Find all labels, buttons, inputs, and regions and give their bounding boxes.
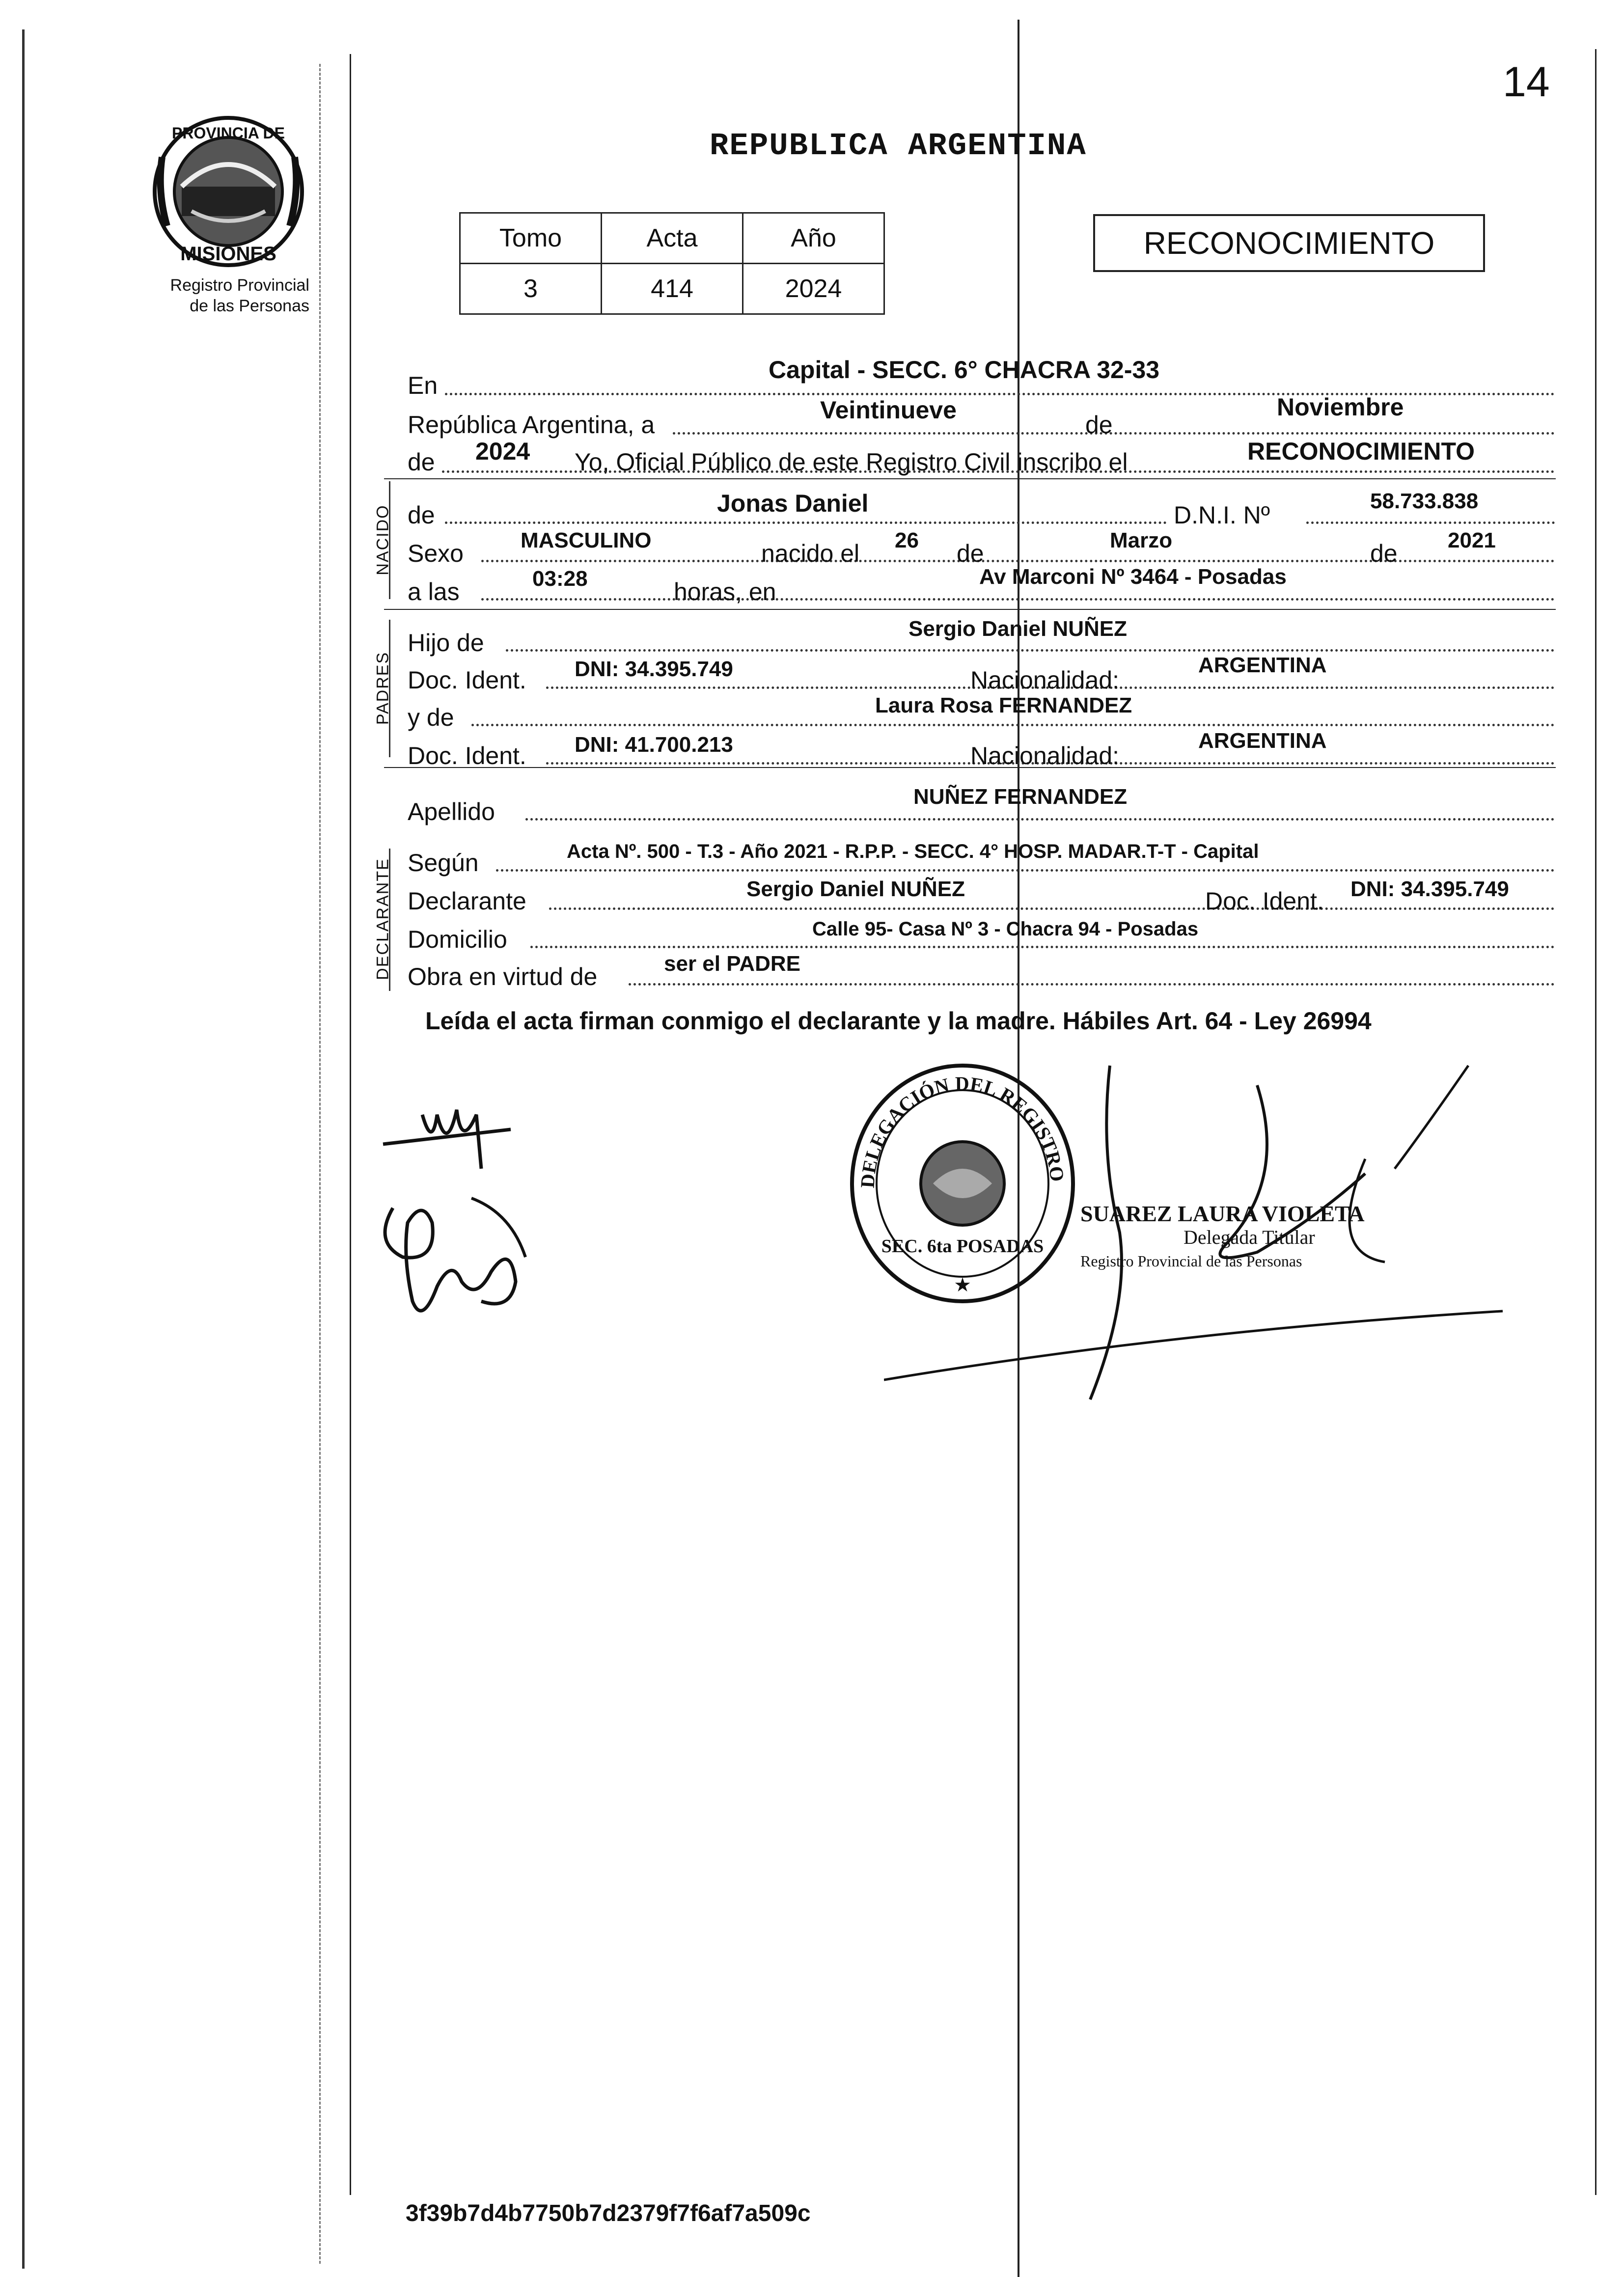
birth-place: Av Marconi Nº 3464 - Posadas: [979, 565, 1287, 589]
nacido-el-label: nacido el: [761, 540, 860, 567]
record-type-box: RECONOCIMIENTO: [1093, 214, 1485, 272]
apellido-dotted-line: [525, 818, 1555, 821]
section-divider: [384, 609, 1556, 610]
sexo-value: MASCULINO: [521, 528, 652, 552]
year-value: 2024: [475, 438, 530, 465]
page-number: 14: [1503, 58, 1550, 106]
act-value: RECONOCIMIENTO: [1247, 438, 1475, 465]
tomo-header: Tomo: [460, 213, 602, 264]
official-block: [1080, 1202, 1365, 1273]
declarante-doc: DNI: 34.395.749: [1350, 877, 1509, 901]
de-label-year: de: [408, 448, 435, 476]
record-table-value-row: [460, 264, 884, 314]
obra-label: Obra en virtud de: [408, 963, 598, 990]
father-name: Sergio Daniel NUÑEZ: [908, 617, 1127, 641]
birth-day: 26: [895, 528, 919, 552]
de-label-month: de: [1085, 411, 1113, 439]
father-nationality: ARGENTINA: [1198, 653, 1327, 677]
declarante-doc-label: Doc. Ident.: [1205, 887, 1324, 915]
domicilio-label: Domicilio: [408, 926, 507, 953]
document-title: REPUBLICA ARGENTINA: [710, 129, 1087, 164]
left-frame-line: [350, 54, 351, 2195]
declarant-signature: [363, 1095, 560, 1350]
declarante-dotted-line: [549, 907, 1555, 910]
declarante-label: Declarante: [408, 887, 526, 915]
republica-label: República Argentina, a: [408, 411, 655, 439]
acta-header: Acta: [602, 213, 743, 264]
seal-center-text: SEC. 6ta POSADAS: [881, 1236, 1044, 1257]
tomo-value: 3: [460, 264, 602, 314]
province-logo: [147, 113, 309, 270]
father-nat-label: Nacionalidad:: [970, 666, 1119, 694]
child-dni: 58.733.838: [1370, 489, 1479, 513]
domicilio-dotted-line: [530, 946, 1555, 948]
anio-header: Año: [743, 213, 884, 264]
mother-doc-label: Doc. Ident.: [408, 742, 526, 769]
hijo-de-label: Hijo de: [408, 629, 484, 657]
segun-label: Según: [408, 849, 479, 877]
time-dotted-line: [481, 598, 1555, 601]
seal-star-icon: ★: [954, 1274, 971, 1296]
mother-name: Laura Rosa FERNANDEZ: [875, 693, 1132, 717]
left-margin-edge: [22, 29, 25, 2269]
official-role: Delegada Titular: [1184, 1226, 1315, 1248]
nacido-de-label: de: [408, 501, 435, 529]
nacido-section-label: NACIDO: [373, 504, 392, 576]
birth-year: 2021: [1448, 528, 1496, 552]
record-table-header-row: [460, 213, 884, 264]
section-divider: [384, 767, 1556, 768]
registry-line-2: de las Personas: [190, 297, 309, 315]
apellido-value: NUÑEZ FERNANDEZ: [913, 785, 1128, 809]
en-label: En: [408, 372, 438, 399]
record-table: [459, 212, 885, 315]
logo-bottom-text: MISIONES: [180, 243, 276, 265]
segun-value: Acta Nº. 500 - T.3 - Año 2021 - R.P.P. - SECC. 4° HOSP. MADAR.T-T - Capital: [567, 841, 1259, 862]
official-org: Registro Provincial de las Personas: [1080, 1252, 1302, 1270]
birth-time: 03:28: [532, 567, 588, 591]
y-de-label: y de: [408, 704, 454, 731]
mother-nat-label: Nacionalidad:: [970, 742, 1119, 769]
registry-name: [133, 275, 309, 316]
declarante-name: Sergio Daniel NUÑEZ: [746, 877, 965, 901]
a-las-label: a las: [408, 578, 460, 605]
date-dotted-line: [673, 432, 1555, 435]
document-hash: 3f39b7d4b7750b7d2379f7f6af7a509c: [406, 2200, 811, 2226]
month-value: Noviembre: [1277, 393, 1404, 421]
declarante-section-label: DECLARANTE: [373, 858, 392, 980]
anio-value: 2024: [743, 264, 884, 314]
domicilio-value: Calle 95- Casa Nº 3 - Chacra 94 - Posadas: [812, 918, 1199, 940]
official-name: SUAREZ LAURA VIOLETA: [1080, 1201, 1365, 1226]
obra-value: ser el PADRE: [664, 952, 800, 976]
horas-label: horas, en: [674, 578, 776, 605]
mother-dotted-line: [471, 724, 1555, 726]
section-divider: [384, 478, 1556, 479]
binding-margin-dashed-line: [319, 64, 321, 2264]
registry-line-1: Registro Provincial: [170, 276, 309, 295]
acta-value: 414: [602, 264, 743, 314]
closing-statement: Leída el acta firman conmigo el declarante y la madre. Hábiles Art. 64 - Ley 26994: [425, 1007, 1372, 1035]
dni-dotted-line: [1306, 521, 1555, 524]
padres-section-label: PADRES: [373, 651, 392, 725]
father-dotted-line: [506, 649, 1555, 652]
place-value: Capital - SECC. 6° CHACRA 32-33: [769, 356, 1160, 384]
mother-doc: DNI: 41.700.213: [575, 733, 733, 757]
father-doc: DNI: 34.395.749: [575, 657, 733, 681]
dni-label: D.N.I. Nº: [1174, 501, 1270, 529]
logo-top-text: PROVINCIA DE: [172, 124, 285, 142]
day-value: Veintinueve: [820, 396, 957, 424]
name-dotted-line: [445, 521, 1167, 524]
birth-month: Marzo: [1110, 528, 1173, 552]
birth-de-label-2: de: [1370, 540, 1398, 567]
sexo-label: Sexo: [408, 540, 464, 567]
apellido-label: Apellido: [408, 798, 495, 825]
father-doc-label: Doc. Ident.: [408, 666, 526, 694]
birth-de-label: de: [957, 540, 984, 567]
child-name: Jonas Daniel: [717, 490, 869, 517]
segun-dotted-line: [496, 869, 1555, 872]
mother-nationality: ARGENTINA: [1198, 729, 1327, 753]
obra-dotted-line: [629, 983, 1555, 986]
oficial-text: Yo, Oficial Público de este Registro Civil inscribo el: [575, 448, 1128, 476]
seal-ring-text: DELEGACIÓN DEL REGISTRO: [856, 1072, 1069, 1189]
right-frame-line: [1595, 49, 1596, 2195]
